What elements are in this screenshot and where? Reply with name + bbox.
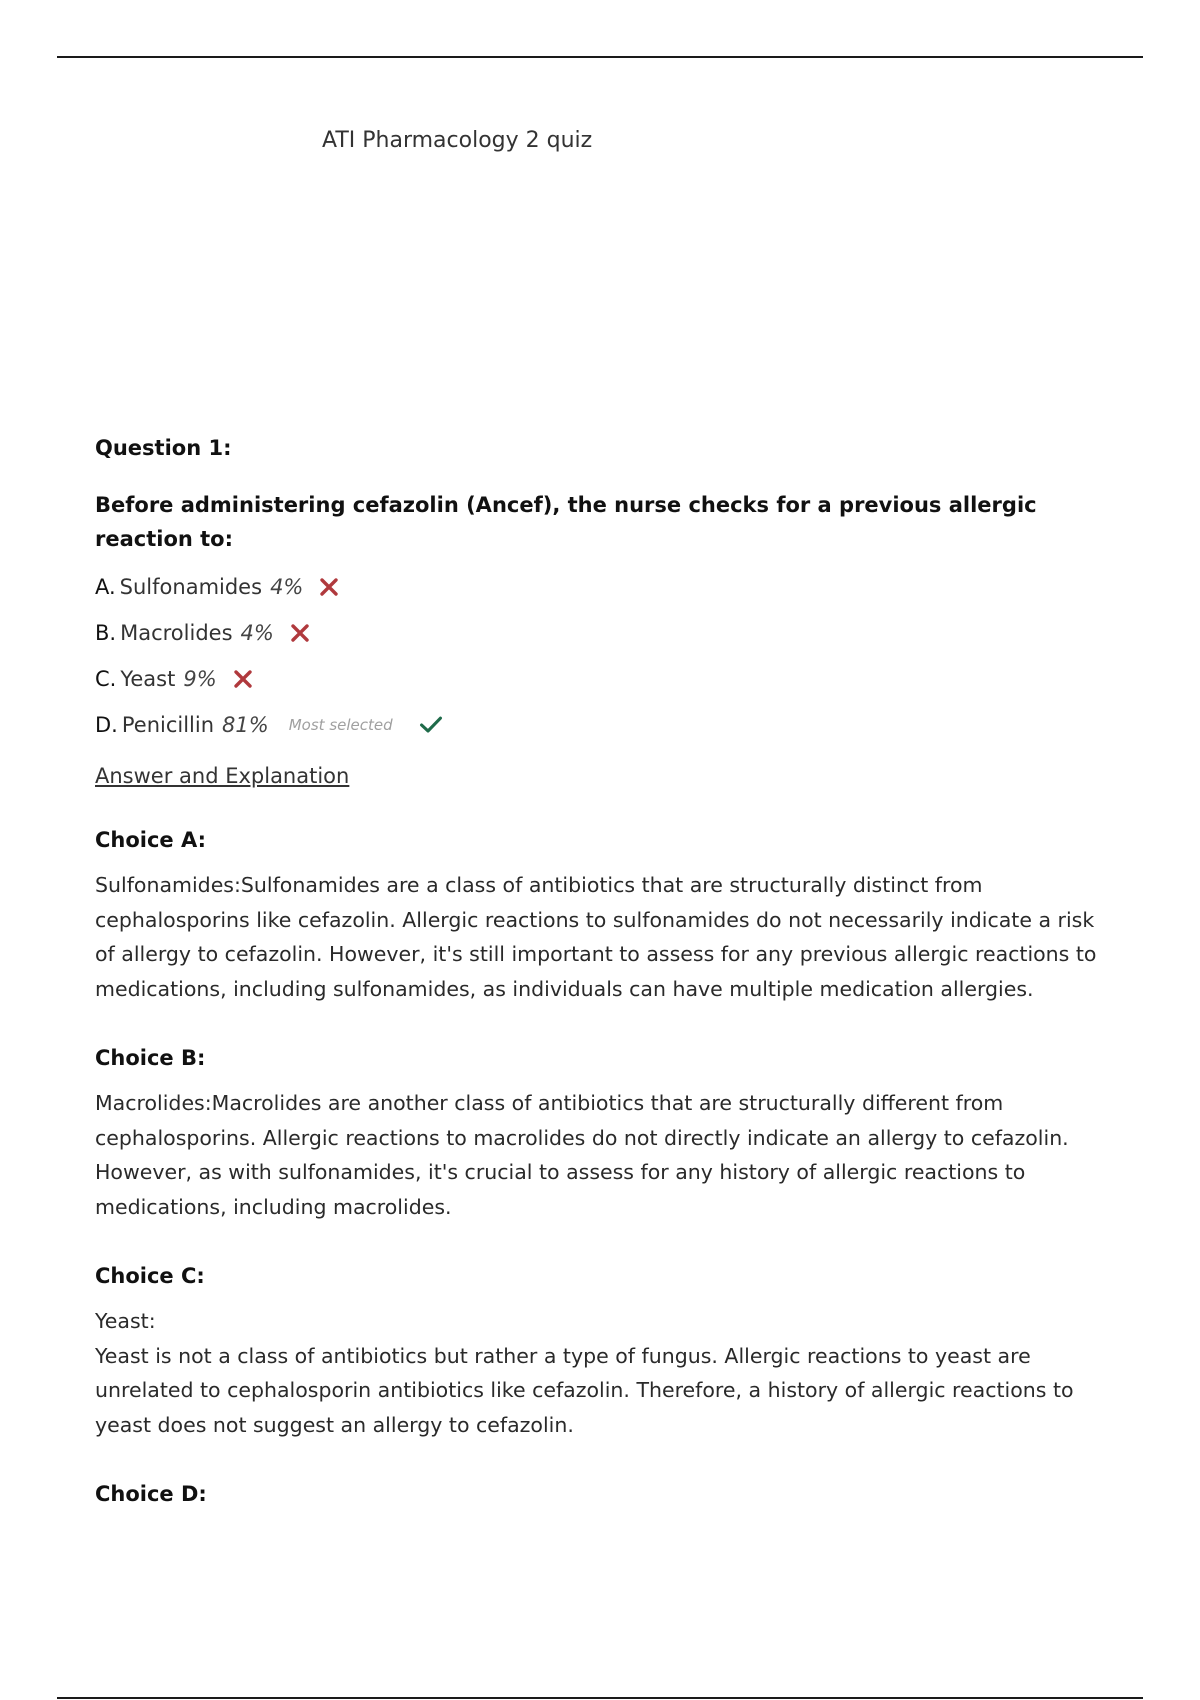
option-label: Macrolides bbox=[120, 621, 233, 645]
choice-a-heading: Choice A: bbox=[95, 828, 207, 852]
choice-b-heading: Choice B: bbox=[95, 1046, 206, 1070]
correct-check-icon bbox=[419, 713, 443, 737]
choice-c-explanation: Yeast is not a class of antibiotics but rather a type of fungus. Allergic reactions to yeast are unrelated to cephalosporin antibiotics like cefazolin. Therefore, a history of allergic reactions to yeast does not suggest an allergy to cefazolin. bbox=[95, 1343, 1074, 1437]
option-letter: C. bbox=[95, 667, 117, 691]
most-selected-note: Most selected bbox=[288, 716, 393, 734]
option-a[interactable] bbox=[95, 564, 1105, 610]
answer-options bbox=[95, 564, 1105, 748]
option-letter: D. bbox=[95, 713, 118, 737]
choice-a-explanation: Sulfonamides:Sulfonamides are a class of antibiotics that are structurally distinct from cephalosporins like cefazolin. Allergic reactions to sulfonamides do not necessarily indicate a risk of allergy to cefazolin. However, it's still important to assess for any previous allergic reactions to medications, including sulfonamides, as individuals can have multiple medication allergies. bbox=[95, 873, 1097, 1001]
option-b[interactable] bbox=[95, 610, 1105, 656]
option-label: Sulfonamides bbox=[119, 575, 263, 599]
option-percent: 81% bbox=[222, 713, 269, 737]
question-text: Before administering cefazolin (Ancef), the nurse checks for a previous allergic reaction to: bbox=[95, 493, 1037, 551]
option-label: Yeast bbox=[120, 667, 176, 691]
document-title: ATI Pharmacology 2 quiz bbox=[322, 128, 593, 153]
option-percent: 4% bbox=[240, 621, 274, 645]
incorrect-x-icon bbox=[231, 667, 255, 691]
question-label: Question 1: bbox=[95, 436, 232, 460]
option-d[interactable] bbox=[95, 702, 1105, 748]
bottom-divider bbox=[57, 1697, 1143, 1699]
answer-explanation-link[interactable]: Answer and Explanation bbox=[95, 764, 350, 788]
top-divider bbox=[57, 56, 1143, 58]
option-letter: B. bbox=[95, 621, 117, 645]
incorrect-x-icon bbox=[317, 575, 341, 599]
option-c[interactable] bbox=[95, 656, 1105, 702]
choice-b-explanation: Macrolides:Macrolides are another class of antibiotics that are structurally different from cephalosporins. Allergic reactions to macrolides do not directly indicate an allergy to cefazolin. However, as with sulfonamides, it's crucial to assess for any history of allergic reactions to medications, including macrolides. bbox=[95, 1091, 1069, 1219]
incorrect-x-icon bbox=[288, 621, 312, 645]
choice-c-heading: Choice C: bbox=[95, 1264, 205, 1288]
choice-c-subtitle: Yeast: bbox=[95, 1309, 156, 1333]
choice-d-heading: Choice D: bbox=[95, 1482, 207, 1506]
option-letter: A. bbox=[95, 575, 116, 599]
option-label: Penicillin bbox=[121, 713, 215, 737]
question-block bbox=[95, 436, 1105, 1522]
option-percent: 4% bbox=[270, 575, 304, 599]
option-percent: 9% bbox=[183, 667, 217, 691]
